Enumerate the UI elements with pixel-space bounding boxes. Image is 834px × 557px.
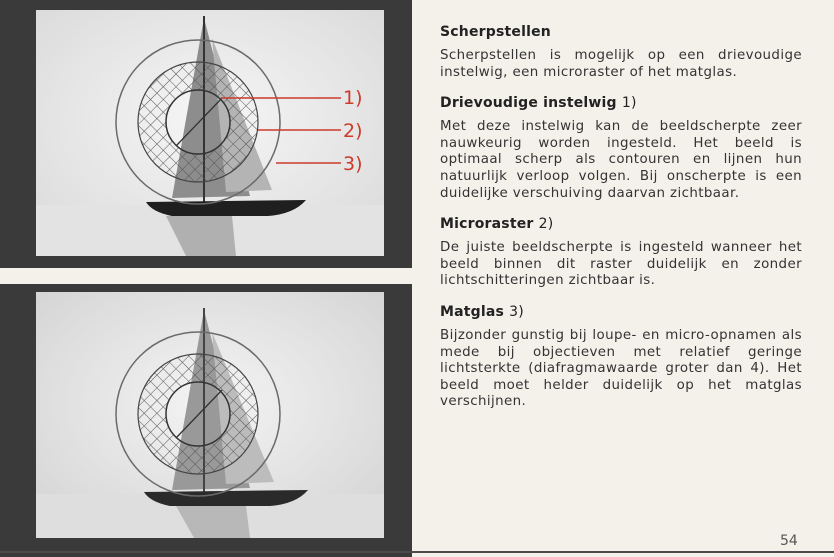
heading-text: Microraster	[440, 216, 534, 233]
text-column	[440, 24, 802, 425]
heading-ref: 1)	[621, 95, 637, 112]
section-body: Met deze instelwig kan de beeldscherpte zeer nauwkeurig worden ingesteld. Het beeld is optimaal scherp als contouren en lijnen hun natuurlijk verloop volgen. Bij onscherpte is een duidelijke verschuiving daarvan zichtbaar.	[440, 119, 802, 201]
section-heading	[440, 95, 802, 111]
callout-label-1: 1)	[343, 87, 363, 109]
viewfinder-illustration-bottom	[36, 292, 384, 538]
section-scherpstellen	[440, 24, 802, 81]
section-body: Bijzonder gunstig bij loupe- en micro-opnamen als mede bij objectieven met relatief geringe lichtsterkte (diafragmawaarde groter dan 4). Het beeld moet helder duidelijk op het matglas verschijnen.	[440, 327, 802, 410]
heading-text: Scherpstellen	[440, 24, 551, 40]
section-heading	[440, 216, 802, 232]
section-body: De juiste beeldscherpte is ingesteld wanneer het beeld binnen dit raster duidelijk en zonder lichtschitteringen zichtbaar is.	[440, 240, 802, 289]
viewfinder-illustration-top	[36, 10, 384, 256]
heading-text: Drievoudige instelwig	[440, 95, 617, 112]
illustration-column	[0, 0, 412, 557]
section-heading	[440, 24, 802, 40]
page-number: 54	[780, 533, 798, 549]
heading-ref: 2)	[538, 216, 554, 233]
section-drievoudige-instelwig	[440, 95, 802, 202]
viewfinder-photo-top	[36, 10, 384, 256]
section-body: Scherpstellen is mogelijk op een drievoudige instelwig, een microraster of het matglas.	[440, 48, 802, 80]
callout-label-3: 3)	[343, 153, 363, 175]
heading-ref: 3)	[509, 303, 524, 320]
section-matglas	[440, 304, 802, 411]
section-heading	[440, 304, 802, 320]
page-bottom-rule	[0, 551, 834, 553]
callout-label-2: 2)	[343, 120, 363, 142]
section-microraster	[440, 216, 802, 290]
heading-text: Matglas	[440, 303, 505, 320]
viewfinder-photo-bottom	[36, 292, 384, 538]
